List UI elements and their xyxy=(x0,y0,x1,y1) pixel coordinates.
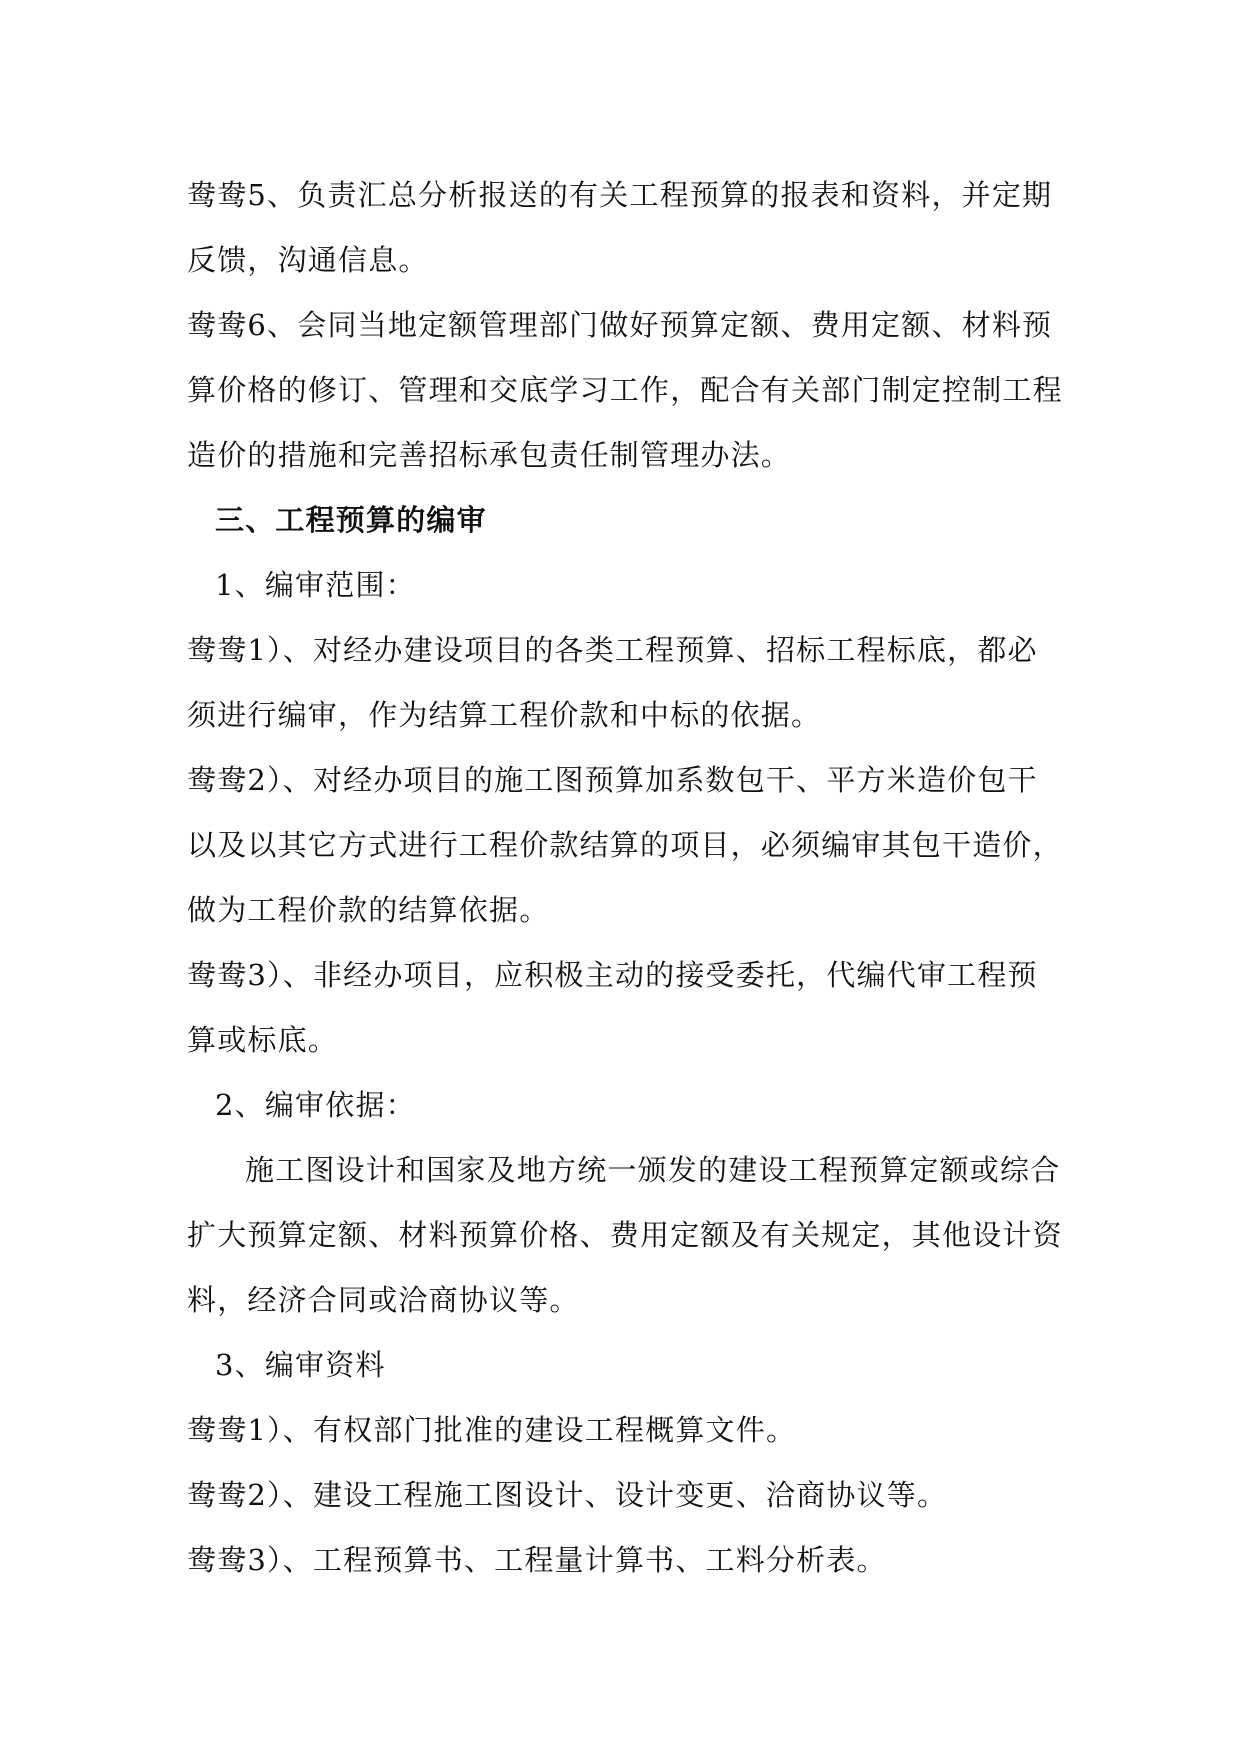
section-heading-3: 三、工程预算的编审 xyxy=(215,503,487,537)
subheading-scope: 1、编审范围： xyxy=(215,568,416,602)
paragraph-scope-1: 鸯鸯1）、对经办建设项目的各类工程预算、招标工程标底，都必须进行编审，作为结算工程价款和中标的依据。 xyxy=(187,633,1038,732)
paragraph-materials-1: 鸯鸯1）、有权部门批准的建设工程概算文件。 xyxy=(187,1413,797,1447)
paragraph-scope-2: 鸯鸯2）、对经办项目的施工图预算加系数包干、平方米造价包干以及以其它方式进行工程价款结算的项目，必须编审其包干造价，做为工程价款的结算依据。 xyxy=(187,763,1063,927)
paragraph-materials-2: 鸯鸯2）、建设工程施工图设计、设计变更、洽商协议等。 xyxy=(187,1478,948,1512)
subheading-basis: 2、编审依据： xyxy=(215,1088,416,1122)
paragraph-materials-3: 鸯鸯3）、工程预算书、工程量计算书、工料分析表。 xyxy=(187,1543,887,1577)
document-body xyxy=(187,163,1067,1593)
subheading-materials: 3、编审资料 xyxy=(215,1348,386,1382)
paragraph-item-5: 鸯鸯5、负责汇总分析报送的有关工程预算的报表和资料，并定期反馈，沟通信息。 xyxy=(187,178,1053,277)
paragraph-scope-3: 鸯鸯3）、非经办项目，应积极主动的接受委托，代编代审工程预算或标底。 xyxy=(187,958,1038,1057)
paragraph-basis-body: 施工图设计和国家及地方统一颁发的建设工程预算定额或综合扩大预算定额、材料预算价格、费用定额及有关规定，其他设计资料，经济合同或洽商协议等。 xyxy=(187,1153,1063,1317)
paragraph-item-6: 鸯鸯6、会同当地定额管理部门做好预算定额、费用定额、材料预算价格的修订、管理和交底学习工作，配合有关部门制定控制工程造价的措施和完善招标承包责任制管理办法。 xyxy=(187,308,1063,472)
